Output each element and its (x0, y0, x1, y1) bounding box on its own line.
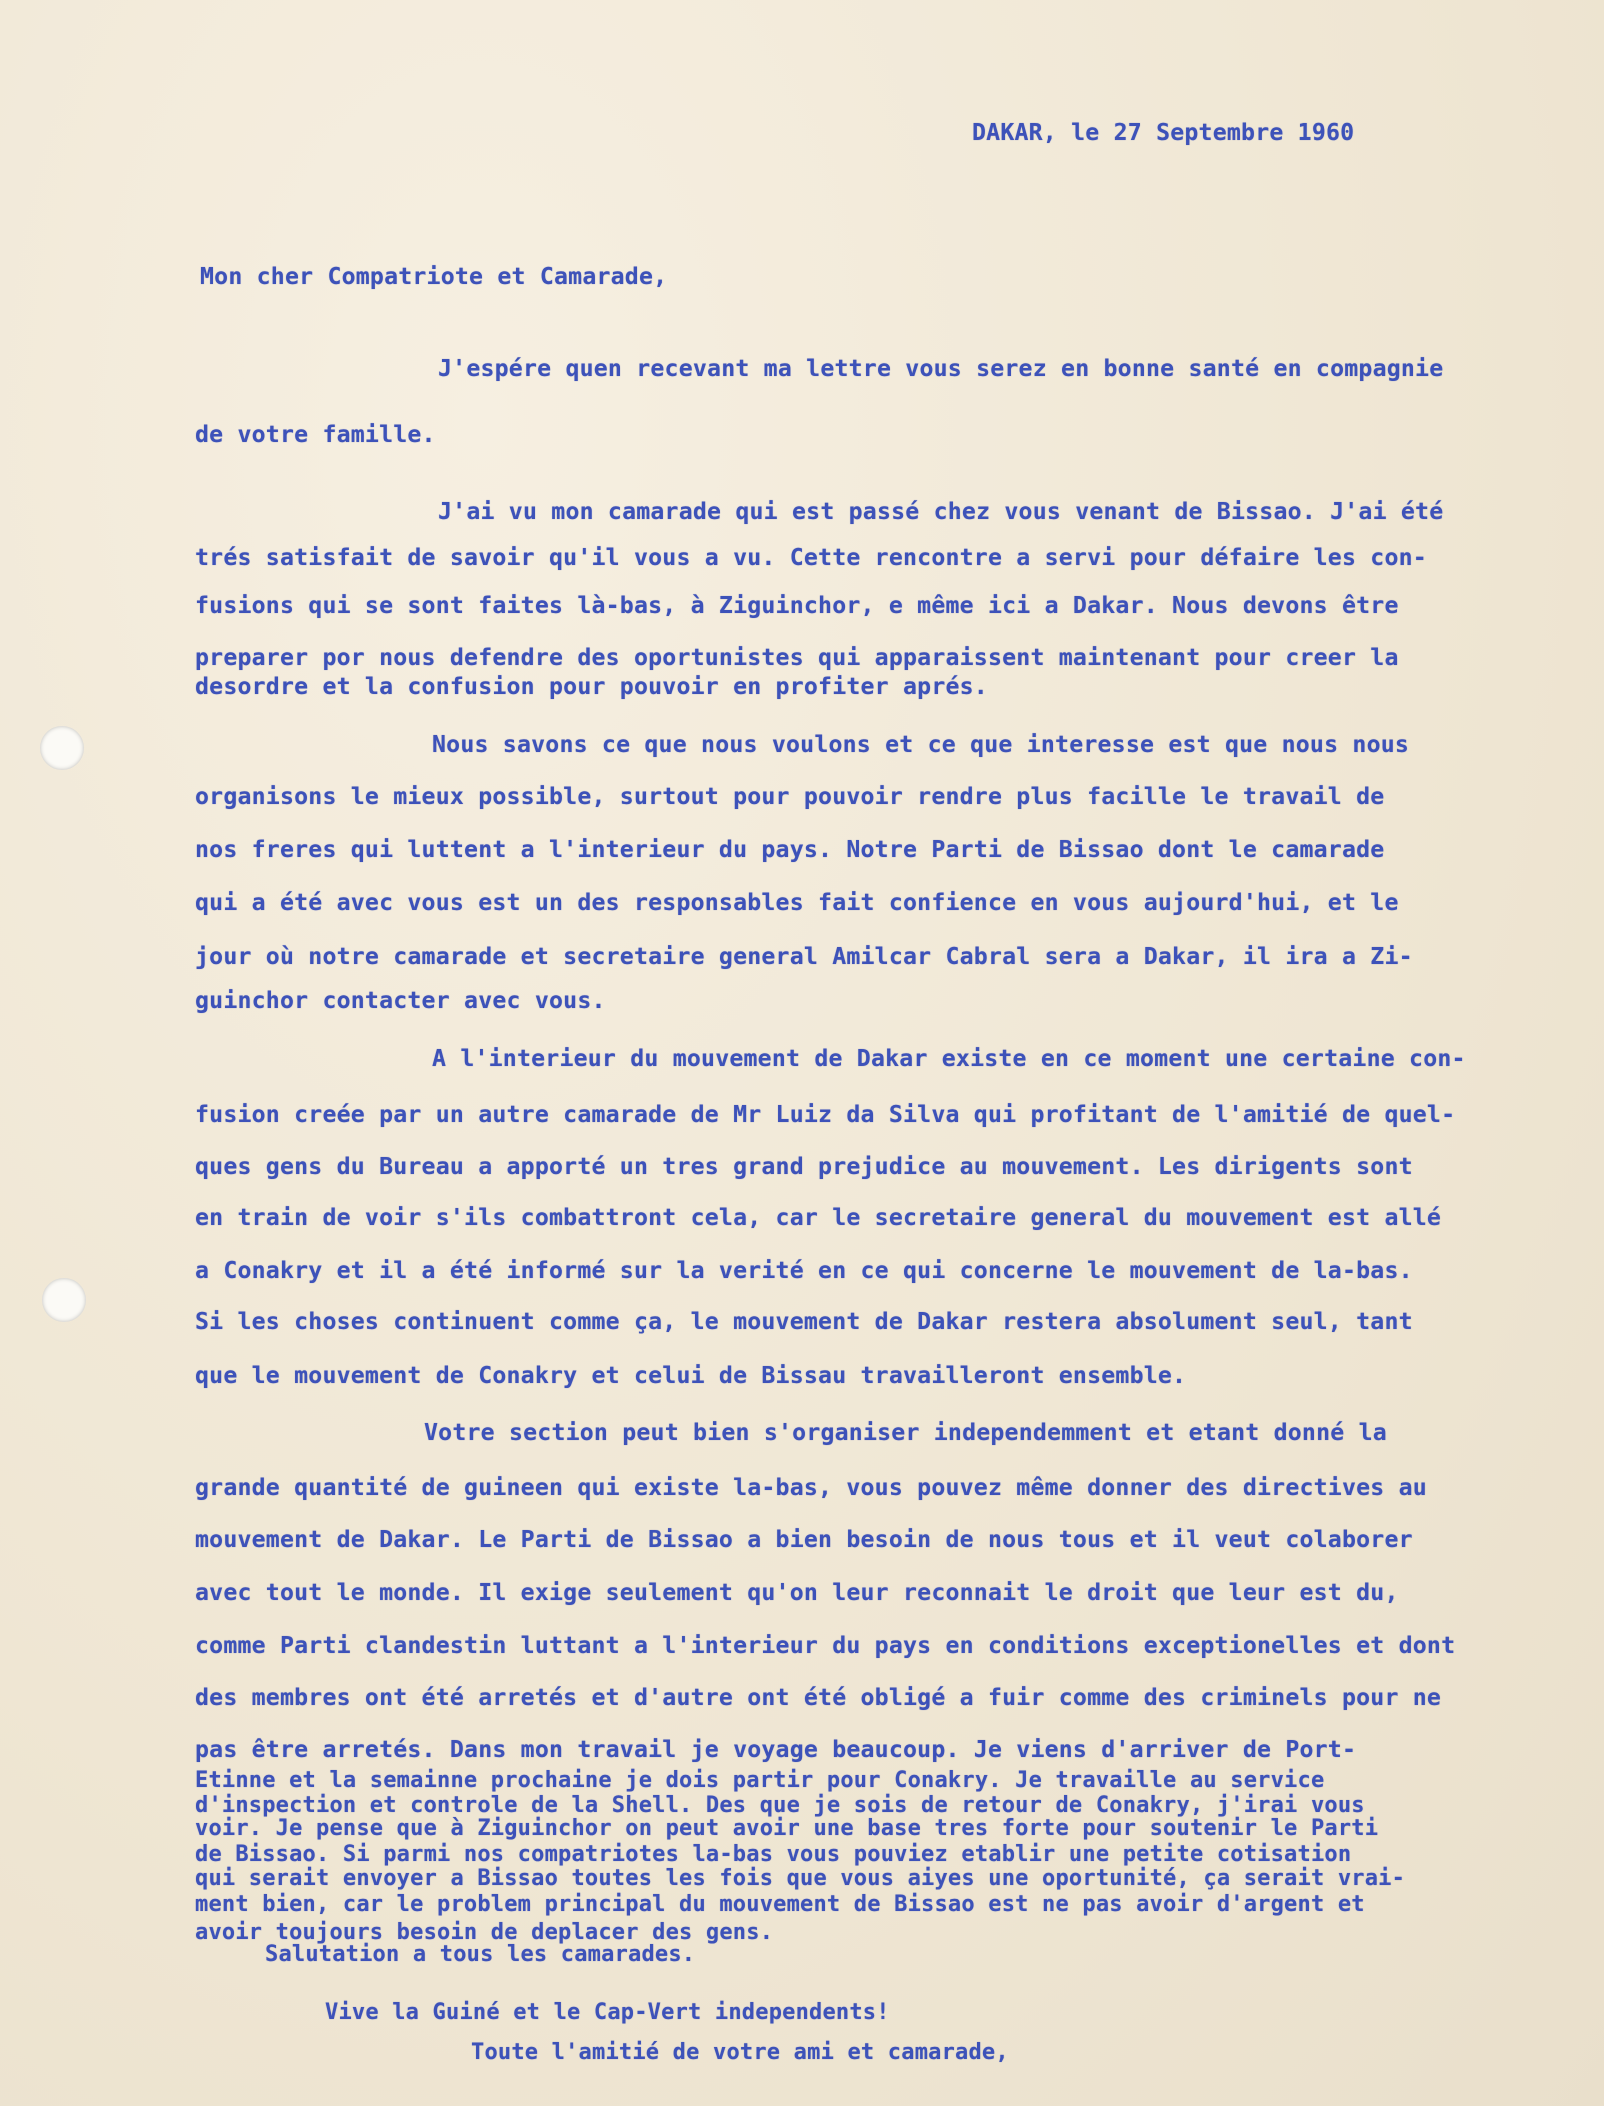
body-line: Etinne et la semainne prochaine je dois partir pour Conakry. Je travaille au service (195, 1768, 1325, 1793)
punch-hole-top (40, 726, 84, 770)
body-line: de Bissao. Si parmi nos compatriotes la-bas vous pouviez etablir une petite cotisation (195, 1842, 1352, 1867)
punch-hole-bottom (42, 1278, 86, 1322)
body-line: Votre section peut bien s'organiser independemment et etant donné la (424, 1419, 1387, 1446)
body-line: preparer por nous defendre des oportunistes qui apparaissent maintenant pour creer la (195, 644, 1399, 671)
body-line: de votre famille. (195, 421, 436, 448)
body-line: desordre et la confusion pour pouvoir en profiter aprés. (195, 673, 988, 700)
closing-line: Vive la Guiné et le Cap-Vert independents! (325, 2000, 890, 2025)
body-line: organisons le mieux possible, surtout pour pouvoir rendre plus facille le travail de (195, 783, 1385, 810)
body-line: guinchor contacter avec vous. (195, 987, 606, 1014)
letter-date: DAKAR, le 27 Septembre 1960 (972, 119, 1355, 146)
body-line: grande quantité de guineen qui existe la-bas, vous pouvez même donner des directives au (195, 1474, 1427, 1501)
body-line: en train de voir s'ils combattront cela, car le secretaire general du mouvement est allé (195, 1204, 1442, 1231)
body-line: ques gens du Bureau a apporté un tres grand prejudice au mouvement. Les dirigents sont (195, 1153, 1413, 1180)
body-line: mouvement de Dakar. Le Parti de Bissao a bien besoin de nous tous et il veut colaborer (195, 1526, 1413, 1553)
body-line: comme Parti clandestin luttant a l'interieur du pays en conditions exceptionelles et dont (195, 1632, 1456, 1659)
body-line: nos freres qui luttent a l'interieur du pays. Notre Parti de Bissao dont le camarade (195, 836, 1385, 863)
body-line: ment bien, car le problem principal du mouvement de Bissao est ne pas avoir d'argent et (195, 1892, 1365, 1917)
body-line: A l'interieur du mouvement de Dakar existe en ce moment une certaine con- (432, 1045, 1466, 1072)
letter-salutation: Mon cher Compatriote et Camarade, (200, 263, 668, 290)
body-line: Nous savons ce que nous voulons et ce que interesse est que nous nous (432, 731, 1410, 758)
body-line: avoir toujours besoin de deplacer des gens. (195, 1920, 774, 1945)
body-line: J'ai vu mon camarade qui est passé chez vous venant de Bissao. J'ai été (438, 498, 1444, 525)
body-line: que le mouvement de Conakry et celui de Bissau travailleront ensemble. (195, 1362, 1187, 1389)
closing-line: Toute l'amitié de votre ami et camarade, (471, 2040, 1009, 2065)
body-line: d'inspection et controle de la Shell. Des que je sois de retour de Conakry, j'irai vous (195, 1793, 1365, 1818)
body-line: trés satisfait de savoir qu'il vous a vu. Cette rencontre a servi pour défaire les con- (195, 544, 1427, 571)
body-line: fusion creée par un autre camarade de Mr Luiz da Silva qui profitant de l'amitié de quel- (195, 1101, 1456, 1128)
body-line: Si les choses continuent comme ça, le mouvement de Dakar restera absolument seul, tant (195, 1308, 1413, 1335)
body-line: J'espére quen recevant ma lettre vous serez en bonne santé en compagnie (438, 355, 1444, 382)
body-line: qui serait envoyer a Bissao toutes les fois que vous aiyes une oportunité, ça serait vrai- (195, 1866, 1406, 1891)
body-line: des membres ont été arretés et d'autre ont été obligé a fuir comme des criminels pour ne (195, 1684, 1442, 1711)
body-line: voir. Je pense que à Ziguinchor on peut avoir une base tres forte pour soutenir le Parti (195, 1816, 1379, 1841)
body-line: pas être arretés. Dans mon travail je voyage beaucoup. Je viens d'arriver de Port- (195, 1736, 1357, 1763)
body-line: jour où notre camarade et secretaire general Amilcar Cabral sera a Dakar, il ira a Zi- (195, 943, 1413, 970)
body-line: a Conakry et il a été informé sur la verité en ce qui concerne le mouvement de la-bas. (195, 1257, 1413, 1284)
body-line: qui a été avec vous est un des responsables fait confience en vous aujourd'hui, et le (195, 889, 1399, 916)
body-line: avec tout le monde. Il exige seulement qu'on leur reconnait le droit que leur est du, (195, 1579, 1399, 1606)
body-line: fusions qui se sont faites là-bas, à Ziguinchor, e même ici a Dakar. Nous devons être (195, 592, 1399, 619)
closing-line: Salutation a tous les camarades. (265, 1942, 696, 1967)
